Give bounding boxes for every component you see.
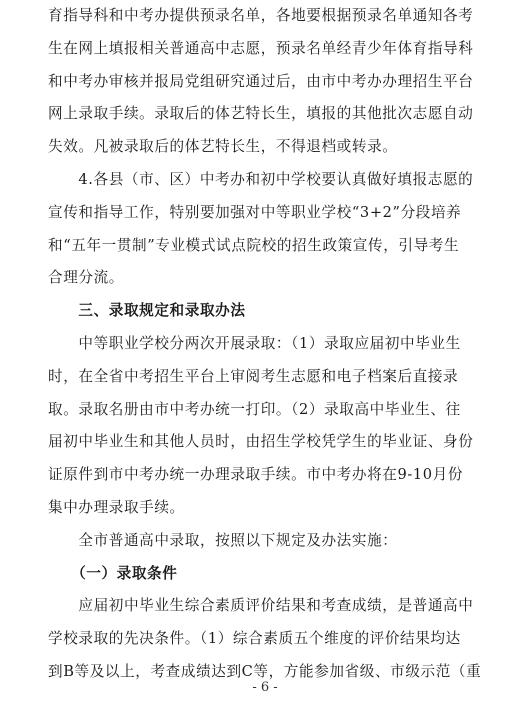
paragraph-line: 到B等及以上，考查成绩达到C等，方能参加省级、市级示范（重	[48, 662, 482, 680]
paragraph-line: 集中办理录取手续。	[48, 498, 185, 516]
paragraph-line: 网上录取手续。录取后的体艺特长生，填报的其他批次志愿自动	[48, 105, 474, 123]
paragraph-line: 届初中毕业生和其他人员时，由招生学校凭学生的毕业证、身份	[48, 433, 474, 451]
paragraph-line: 育指导科和中考办提供预录名单，各地要根据预录名单通知各考	[48, 7, 474, 24]
section-heading: 三、录取规定和录取办法	[48, 302, 246, 320]
paragraph-line: 取。录取名册由市中考办统一打印。（2）录取高中毕业生、往	[48, 400, 461, 418]
paragraph-line: 和“五年一贯制”专业模式试点院校的招生政策宣传，引导考生	[48, 236, 460, 254]
paragraph-line: 全市普通高中录取，按照以下规定及办法实施：	[48, 531, 398, 549]
paragraph-line: 生在网上填报相关普通高中志愿，预录名单经青少年体育指导科	[48, 39, 474, 57]
paragraph-line: 和中考办审核并报局党组研究通过后，由市中考办办理招生平台	[48, 72, 474, 90]
paragraph-line: 证原件到市中考办统一办理录取手续。市中考办将在9-10月份	[48, 466, 464, 484]
body-text	[48, 0, 512, 689]
paragraph-line: 中等职业学校分两次开展录取：（1）录取应届初中毕业生	[48, 334, 461, 352]
paragraph-line: 学校录取的先决条件。（1）综合素质五个维度的评价结果均达	[48, 630, 461, 648]
paragraph-line: 应届初中毕业生综合素质评价结果和考查成绩，是普通高中	[48, 597, 474, 615]
paragraph-line: 失效。凡被录取后的体艺特长生，不得退档或转录。	[48, 138, 398, 156]
page-number: - 6 -	[252, 680, 278, 695]
paragraph-line: 时，在全省中考招生平台上审阅考生志愿和电子档案后直接录	[48, 367, 459, 385]
paragraph-line: 4.各县（市、区）中考办和初中学校要认真做好填报志愿的	[48, 170, 474, 188]
paragraph-line: 宣传和指导工作，特别要加强对中等职业学校“3+2”分段培养	[48, 203, 462, 221]
subsection-heading: （一）录取条件	[48, 564, 178, 582]
paragraph-line: 合理分流。	[48, 269, 124, 287]
